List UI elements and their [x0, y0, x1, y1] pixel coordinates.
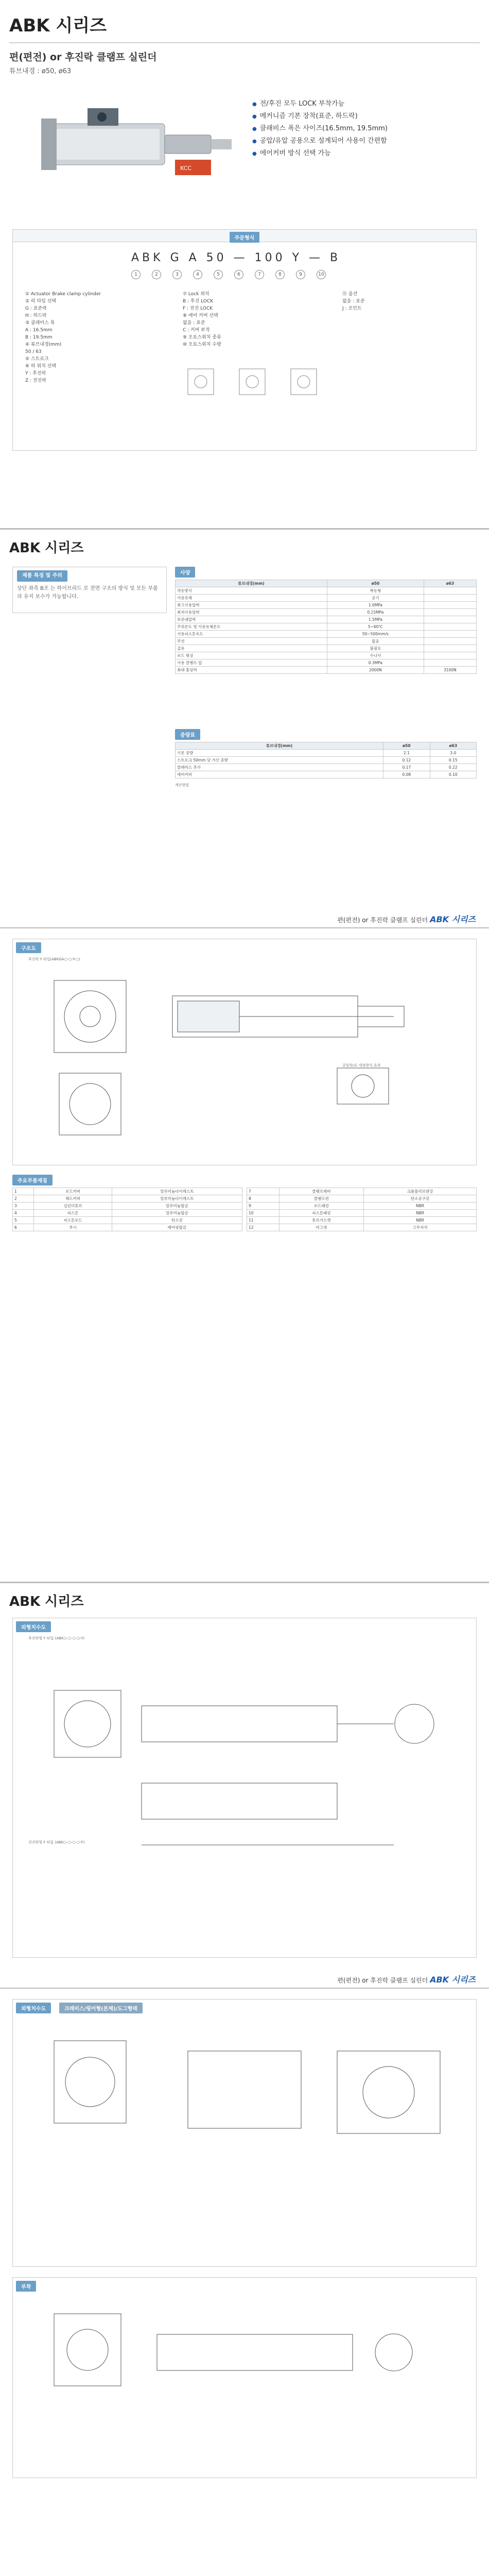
- weight-calc-note: 계산방법: [175, 783, 189, 787]
- order-option: H : 하드락: [25, 313, 47, 318]
- table-cell: 피스톤: [34, 1210, 112, 1217]
- table-cell: 5~60℃: [327, 623, 424, 631]
- table-cell: 피스톤로드: [34, 1217, 112, 1224]
- structure-tab: 구조도: [16, 942, 41, 953]
- table-cell: 클래비스 추가: [176, 764, 383, 771]
- table-row: [176, 659, 477, 667]
- table-row: [247, 1188, 477, 1195]
- section-banner-spec: [0, 528, 489, 561]
- table-cell: 복동형: [327, 587, 424, 595]
- table-row: [13, 1224, 242, 1231]
- table-cell: 베어링합금: [112, 1224, 242, 1231]
- table-row: [13, 1202, 242, 1210]
- clevis-view: [23, 2020, 466, 2257]
- table-cell: [424, 623, 476, 631]
- table-cell: [424, 638, 476, 645]
- table-cell: 5: [13, 1217, 34, 1224]
- cylinder-section-view: [23, 965, 466, 1161]
- bore-size: 튜브내경 : ø50, ø63: [9, 67, 72, 75]
- table-cell: 8: [247, 1195, 280, 1202]
- table-cell: NBR: [363, 1217, 476, 1224]
- order-option: ⑨ 오토스위치 종류: [183, 335, 221, 340]
- table-cell: 4: [13, 1210, 34, 1217]
- mounting-drawing: [12, 2277, 477, 2478]
- order-option: F : 전진 LOCK: [183, 306, 213, 311]
- table-cell: 50~500mm/s: [327, 631, 424, 638]
- table-cell: ø63: [424, 580, 476, 587]
- table-cell: 1.0MPa: [327, 602, 424, 609]
- table-cell: 로드 형상: [176, 652, 327, 659]
- table-cell: 스트로크 50mm 당 가산 중량: [176, 757, 383, 764]
- table-row: [176, 764, 477, 771]
- order-option: ⑤ 스트로크: [25, 357, 49, 362]
- feature-note-tab: 제품 특징 및 주의: [17, 570, 67, 582]
- table-cell: 0.3MPa: [327, 659, 424, 667]
- section-rule: [0, 1988, 489, 1989]
- table-cell: 2000N: [327, 667, 424, 674]
- table-row: [247, 1202, 477, 1210]
- spec-table-block: [175, 567, 477, 674]
- order-option: ④ 튜브내경(mm): [25, 342, 62, 347]
- banner-rule: [0, 528, 489, 530]
- table-row: [176, 631, 477, 638]
- table-cell: 급유: [176, 645, 327, 652]
- order-option: A : 16.5mm: [25, 328, 53, 333]
- weight-table-block: [175, 729, 477, 788]
- order-code: ABK G A 50 — 100 Y — B: [131, 251, 341, 264]
- table-cell: 알루미늄합금: [112, 1202, 242, 1210]
- dims-tab-2: 외형치수도: [16, 2003, 51, 2013]
- table-cell: [424, 587, 476, 595]
- table-cell: 0.15MPa: [327, 609, 424, 616]
- order-code-header: [13, 230, 476, 242]
- table-row: [176, 750, 477, 757]
- table-cell: 1.5MPa: [327, 616, 424, 623]
- table-cell: 크롬몰리브덴강: [363, 1188, 476, 1195]
- feature-note: [12, 567, 167, 613]
- table-cell: [424, 602, 476, 609]
- dimension-drawing-y: [12, 1618, 477, 1958]
- code-marker: 9: [296, 270, 305, 279]
- order-option: B : 19.5mm: [25, 335, 53, 340]
- table-row: [176, 757, 477, 764]
- table-cell: 최대 홀딩력: [176, 667, 327, 674]
- feature-item: ● 메커니즘 기본 장착(표준, 하드락): [252, 110, 474, 123]
- order-option: 없음 : 표준: [342, 299, 365, 304]
- tag-series: ABK 시리즈: [430, 1975, 476, 1985]
- order-option: ⑦ Lock 위치: [183, 292, 209, 297]
- table-cell: ø50: [327, 580, 424, 587]
- table-cell: 알루미늄합금: [112, 1210, 242, 1217]
- table-cell: [424, 631, 476, 638]
- table-cell: 3.0: [430, 750, 476, 757]
- order-option: ⑥ 락 위치 선택: [25, 364, 57, 369]
- table-cell: 기본 중량: [176, 750, 383, 757]
- table-row: [176, 609, 477, 616]
- switch-diagram: [183, 359, 327, 420]
- code-marker: 6: [234, 270, 243, 279]
- code-marker: 7: [255, 270, 264, 279]
- tag-text: 편(편전) or 후진락 클램프 실린더: [337, 1977, 428, 1984]
- section-title: ABK 시리즈: [9, 1594, 84, 1609]
- feature-item: ● 공압/유압 공용으로 설계되어 사용이 간편함: [252, 135, 474, 147]
- order-option: Y : 후진락: [25, 371, 46, 376]
- table-cell: 탄소강: [112, 1217, 242, 1224]
- table-cell: [424, 595, 476, 602]
- structure-drawing: [12, 939, 477, 1165]
- table-row: [176, 602, 477, 609]
- order-option-column: [342, 291, 466, 312]
- table-cell: 0.10: [430, 771, 476, 778]
- table-cell: 사용피스톤속도: [176, 631, 327, 638]
- table-cell: 부시: [34, 1224, 112, 1231]
- mount-tab: 부착: [16, 2281, 36, 2292]
- table-row: [176, 587, 477, 595]
- feature-list: [252, 98, 474, 160]
- table-cell: 최고사용압력: [176, 602, 327, 609]
- section-title: ABK 시리즈: [9, 540, 84, 556]
- table-cell: 튜브내경(mm): [176, 580, 327, 587]
- table-cell: 10: [247, 1210, 280, 1217]
- order-option: ③ 클래비스 폭: [25, 320, 55, 326]
- table-cell: 2.1: [383, 750, 430, 757]
- code-marker: 10: [317, 270, 326, 279]
- weight-table: [175, 742, 477, 778]
- tag-text: 편(편전) or 후진락 클램프 실린더: [337, 917, 428, 924]
- table-cell: 쿠션: [176, 638, 327, 645]
- product-photo: [31, 88, 237, 206]
- section-rule: [0, 927, 489, 928]
- order-option: C : 커버 부착: [183, 328, 210, 333]
- table-cell: 에어커버: [176, 771, 383, 778]
- table-cell: 주위온도 및 사용유체온도: [176, 623, 327, 631]
- table-cell: 알루미늄다이캐스트: [112, 1195, 242, 1202]
- feature-item: ● 클래비스 폭은 사이즈(16.5mm, 19.5mm): [252, 123, 474, 135]
- structure-label-right: 공압락/유 세정방식 효과: [342, 1063, 381, 1067]
- order-option: ⑧ 에어 커버 선택: [183, 313, 218, 318]
- table-row: [247, 1195, 477, 1202]
- table-cell: 1: [13, 1188, 34, 1195]
- structure-header-tag: [337, 913, 476, 925]
- table-cell: 2: [13, 1195, 34, 1202]
- table-cell: 0.08: [383, 771, 430, 778]
- svg-text:KCC: KCC: [180, 165, 191, 172]
- parts-tab: 주요부품재질: [12, 1175, 53, 1185]
- table-row: [176, 652, 477, 659]
- order-option: Z : 전진락: [25, 378, 47, 383]
- table-cell: 0.15: [430, 757, 476, 764]
- table-cell: NBR: [363, 1210, 476, 1217]
- table-cell: [424, 609, 476, 616]
- table-row: [176, 742, 477, 750]
- parts-table-left: [12, 1188, 242, 1231]
- banner-rule: [0, 1582, 489, 1583]
- order-option: ⑪ 옵션: [342, 292, 358, 297]
- table-cell: ø63: [430, 742, 476, 750]
- table-cell: 마그넷: [279, 1224, 363, 1231]
- table-cell: 알루미늄다이캐스트: [112, 1188, 242, 1195]
- table-row: [176, 638, 477, 645]
- section-banner-dims: [0, 1582, 489, 1615]
- table-cell: 9: [247, 1202, 280, 1210]
- feature-item: ● 전/후진 모두 LOCK 부착가능: [252, 98, 474, 110]
- table-cell: 0.22: [430, 764, 476, 771]
- table-cell: 보증내압력: [176, 616, 327, 623]
- mounting-view: [23, 2298, 466, 2468]
- code-marker: 1: [131, 270, 141, 279]
- code-marker: 3: [172, 270, 182, 279]
- table-cell: ø50: [383, 742, 430, 750]
- table-cell: 12: [247, 1224, 280, 1231]
- dims-header-tag: [337, 1973, 476, 1985]
- table-cell: 클램프레버: [279, 1188, 363, 1195]
- table-row: [13, 1188, 242, 1195]
- table-cell: 사용 클램프 압: [176, 659, 327, 667]
- order-option: ② 락 타입 선택: [25, 299, 57, 304]
- table-cell: 사용유체: [176, 595, 327, 602]
- dimension-view-y: [23, 1649, 466, 1938]
- table-cell: 최저사용압력: [176, 609, 327, 616]
- table-cell: 11: [247, 1217, 280, 1224]
- table-cell: 로드패킹: [279, 1202, 363, 1210]
- order-option: ① Actuator Brake clamp cylinder: [25, 292, 101, 297]
- table-row: [13, 1217, 242, 1224]
- table-cell: 로드커버: [34, 1188, 112, 1195]
- table-cell: 헤드커버: [34, 1195, 112, 1202]
- code-marker: 4: [193, 270, 202, 279]
- dims-label-y: 후진락형 Y 타입 (ABK○-○-○-○-Y): [28, 1636, 85, 1640]
- spec-tab: 사양: [175, 567, 195, 578]
- order-option: 없음 : 표준: [183, 320, 205, 326]
- table-cell: NBR: [363, 1202, 476, 1210]
- table-cell: 0.12: [383, 757, 430, 764]
- order-code-box: [12, 229, 477, 451]
- table-row: [247, 1210, 477, 1217]
- table-cell: 공기: [327, 595, 424, 602]
- order-option: J : 조인트: [342, 306, 362, 311]
- order-code-tab: 주문형식: [230, 232, 260, 243]
- parts-table-right: [247, 1188, 477, 1231]
- tag-series: ABK 시리즈: [430, 914, 476, 924]
- feature-note-text: 상단 좌측 B조 는 하이브리드 로 전면 구조의 방식 및 모든 부품의 유지 보수가 가능합니다.: [17, 586, 158, 600]
- table-row: [247, 1217, 477, 1224]
- parts-table-block: [12, 1175, 477, 1231]
- code-marker: 8: [275, 270, 285, 279]
- order-option: B : 후진 LOCK: [183, 299, 214, 304]
- table-row: [176, 616, 477, 623]
- table-cell: 3: [13, 1202, 34, 1210]
- table-row: [176, 595, 477, 602]
- table-row: [13, 1195, 242, 1202]
- table-cell: 고무자석: [363, 1224, 476, 1231]
- structure-label-left: 후진락 Y 타입(ABKGA○-○-Y-○): [28, 957, 80, 961]
- page-title: ABK 시리즈: [9, 15, 107, 36]
- table-cell: 피스톤패킹: [279, 1210, 363, 1217]
- order-option-column: [25, 291, 154, 384]
- clevis-drawing: [12, 1999, 477, 2267]
- table-row: [176, 623, 477, 631]
- title-divider: [9, 42, 480, 43]
- table-cell: 불필요: [327, 645, 424, 652]
- product-subtitle: 편(편전) or 후진락 클램프 실린더: [9, 52, 157, 63]
- spec-table: [175, 580, 477, 674]
- table-cell: 3100N: [424, 667, 476, 674]
- weight-tab: 중량표: [175, 729, 200, 740]
- table-cell: 튜브내경(mm): [176, 742, 383, 750]
- clevis-subtab: 크레비스/링어형(본체)/도그형태: [59, 2003, 143, 2013]
- code-marker: 5: [214, 270, 223, 279]
- order-option: ⑩ 오토스위치 수량: [183, 342, 221, 347]
- table-cell: 수나사: [327, 652, 424, 659]
- feature-item: ● 에어커버 방식 선택 가능: [252, 147, 474, 160]
- dims-tab: 외형치수도: [16, 1621, 51, 1632]
- table-cell: 작동방식: [176, 587, 327, 595]
- table-cell: 튜브가스켓: [279, 1217, 363, 1224]
- table-cell: [424, 652, 476, 659]
- code-marker: 2: [152, 270, 161, 279]
- table-cell: [424, 659, 476, 667]
- table-row: [13, 1210, 242, 1217]
- table-cell: [424, 645, 476, 652]
- table-row: [176, 645, 477, 652]
- table-cell: 7: [247, 1188, 280, 1195]
- dims-label-f: 전진락형 F 타입 (ABK○-○-○-○-F): [28, 1840, 85, 1844]
- table-row: [176, 771, 477, 778]
- table-cell: 클램프핀: [279, 1195, 363, 1202]
- table-row: [176, 580, 477, 587]
- order-option: 50 / 63: [25, 349, 42, 354]
- order-option-column: [183, 291, 311, 348]
- order-option: G : 표준락: [25, 306, 47, 311]
- table-cell: 탄소공구강: [363, 1195, 476, 1202]
- table-cell: [424, 616, 476, 623]
- table-cell: 0.17: [383, 764, 430, 771]
- table-cell: 실린더튜브: [34, 1202, 112, 1210]
- table-row: [176, 667, 477, 674]
- table-cell: 없음: [327, 638, 424, 645]
- table-cell: 6: [13, 1224, 34, 1231]
- order-code-markers: [131, 270, 326, 279]
- table-row: [247, 1224, 477, 1231]
